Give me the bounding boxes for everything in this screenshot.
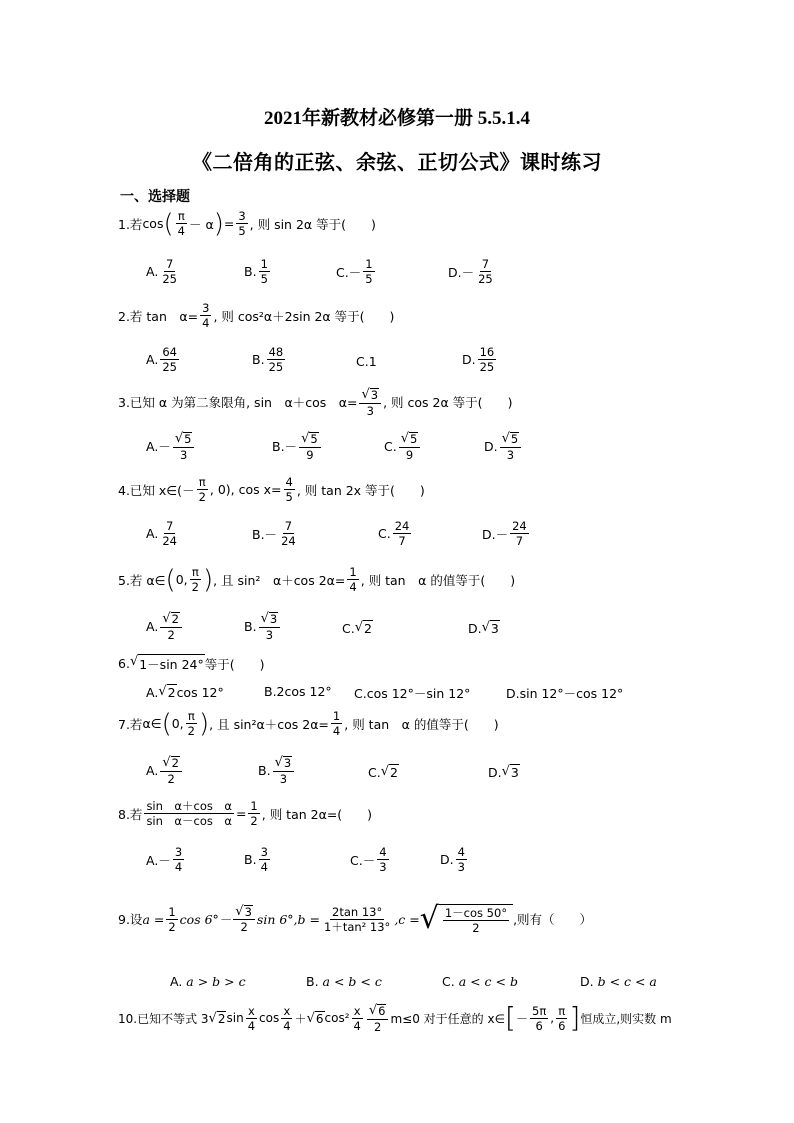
q9-c-eq: ,c = xyxy=(394,911,420,927)
q1-option-d: D.－ $\frac{7}{25}$ xyxy=(448,257,493,287)
q1-pi-over-4: $\frac{\pi}{4}$ xyxy=(177,209,185,239)
q7-option-b: B. √ 3 3 xyxy=(258,756,296,785)
q7-suffix: , 则 tan α 的值等于( ) xyxy=(344,716,499,732)
q8-eq: = xyxy=(235,806,247,822)
q10-root6-over-2: √ 6 2 xyxy=(367,1004,389,1033)
q2-suffix: , 则 cos²α＋2sin 2α 等于( ) xyxy=(213,308,395,324)
q9-a-eq: a = xyxy=(142,911,165,927)
q7-in: ∈ xyxy=(150,716,162,732)
q1-option-c: C.－ $\frac{1}{5}$ xyxy=(336,257,373,287)
q4-option-b: B.－ $\frac{7}{24}$ xyxy=(252,519,296,549)
question-5 xyxy=(118,566,515,593)
q9-option-c: C. a < c < b xyxy=(442,974,518,989)
q2-option-d: D. $\frac{16}{25}$ xyxy=(462,345,495,375)
q10-comma: , xyxy=(550,1011,555,1026)
q8-suffix: , 则 tan 2α=( ) xyxy=(261,806,373,822)
q9-b-fraction: $\frac{2\tan 13^\circ}{\text{1＋tan² 13°}}$ xyxy=(324,904,391,934)
question-3 xyxy=(118,388,512,417)
q5-option-a: A. √ 2 2 xyxy=(146,612,184,641)
q7-zero: 0, xyxy=(171,716,184,732)
document-subtitle: 《二倍角的正弦、余弦、正切公式》课时练习 xyxy=(192,152,602,174)
q1-right-paren: ) xyxy=(213,208,224,239)
q1-option-a: A. $\frac{7}{25}$ xyxy=(146,257,177,287)
q10-pi-over-6: $\frac{\pi}{6}$ xyxy=(558,1003,566,1033)
q1-three-fifths: $\frac{3}{5}$ xyxy=(238,209,246,239)
question-9 xyxy=(118,901,593,936)
question-2 xyxy=(118,302,394,329)
q9-c-radical: √ $\frac{1-\cos 50^\circ}{2}$ xyxy=(420,904,513,934)
q8-option-c: C.－ $\frac{4}{3}$ xyxy=(350,845,387,875)
q7-alpha: α xyxy=(142,716,151,732)
q10-left-bracket: [ xyxy=(505,1001,516,1035)
q7-prefix: 7.若 xyxy=(118,716,143,732)
q2-option-b: B. $\frac{48}{25}$ xyxy=(252,345,284,375)
q1-eq: = xyxy=(223,216,235,232)
q3-option-c: C. √ 5 9 xyxy=(384,432,422,461)
q4-four-fifths: $\frac{4}{5}$ xyxy=(285,475,293,505)
q5-option-d: D. √ 3 xyxy=(468,620,499,636)
q10-cos: cos xyxy=(259,1011,280,1026)
q5-pi-over-2: $\frac{\pi}{2}$ xyxy=(191,565,199,595)
q7-left-paren: ( xyxy=(161,708,172,739)
q10-x-over-4-a: $\frac{x}{4}$ xyxy=(247,1003,256,1033)
q8-prefix: 8.若 xyxy=(118,806,143,822)
q10-root2: √ 2 xyxy=(208,1010,226,1026)
q6-option-c: C.cos 12°－sin 12° xyxy=(354,686,471,701)
q1-suffix: , 则 sin 2α 等于( ) xyxy=(249,216,376,232)
q9-b-eq: b = xyxy=(297,911,320,927)
q8-one-half: $\frac{1}{2}$ xyxy=(250,799,258,829)
q4-option-d: D.－ $\frac{24}{7}$ xyxy=(482,519,527,549)
q10-right-bracket: ] xyxy=(569,1001,581,1035)
q9-sin6: sin 6°, xyxy=(256,911,298,927)
q2-prefix: 2.若 tan α= xyxy=(118,308,199,324)
q10-x-over-4-c: $\frac{x}{4}$ xyxy=(353,1003,361,1033)
q6-radical: √ 1－sin 24° xyxy=(129,654,204,672)
q1-option-b: B. $\frac{1}{5}$ xyxy=(244,257,268,287)
q10-sin: sin xyxy=(226,1011,244,1026)
q4-mid: , 0), cos x= xyxy=(209,482,282,498)
q9-prefix: 9.设 xyxy=(118,912,143,928)
q6-prefix: 6. xyxy=(118,656,130,671)
question-7 xyxy=(118,710,499,737)
q10-prefix: 10.已知不等式 3 xyxy=(118,1011,209,1026)
q5-right-paren: ) xyxy=(202,564,214,595)
question-1 xyxy=(118,210,376,237)
q5-prefix: 5.若 α∈ xyxy=(118,572,166,588)
document-title: 2021年新教材必修第一册 5.5.1.4 xyxy=(263,108,530,129)
q6-option-d: D.sin 12°－cos 12° xyxy=(506,686,624,701)
q4-option-c: C. $\frac{24}{7}$ xyxy=(378,519,410,549)
q8-option-a: A.－ $\frac{3}{4}$ xyxy=(146,845,183,875)
q10-plus: ＋ xyxy=(294,1011,307,1026)
q9-option-a: A. a > b > c xyxy=(170,974,246,989)
q4-prefix: 4.已知 x∈(－ xyxy=(118,482,195,498)
q3-root3-over-3: √ 3 3 xyxy=(359,388,381,417)
q9-root3-over-2: √ 3 2 xyxy=(233,905,255,934)
q3-option-b: B.－ √ 5 9 xyxy=(272,432,323,461)
q3-option-a: A.－ √ 5 3 xyxy=(146,432,196,461)
q7-right-paren: ) xyxy=(199,708,210,739)
q6-suffix: 等于( ) xyxy=(204,656,265,672)
q5-left-paren: ( xyxy=(165,564,176,595)
question-8 xyxy=(118,800,372,827)
q8-option-d: D. $\frac{4}{3}$ xyxy=(440,845,465,875)
q2-option-c: C.1 xyxy=(356,354,377,369)
q10-x-over-4-b: $\frac{x}{4}$ xyxy=(283,1003,291,1033)
q5-zero: 0, xyxy=(175,572,188,588)
q3-suffix: , 则 cos 2α 等于( ) xyxy=(383,395,513,411)
q3-option-d: D. √ 5 3 xyxy=(484,432,523,461)
q4-option-a: A. $\frac{7}{24}$ xyxy=(146,519,177,549)
q7-one-quarter: $\frac{1}{4}$ xyxy=(332,709,341,739)
q10-cos2: cos² xyxy=(324,1011,350,1026)
q2-option-a: A. $\frac{64}{25}$ xyxy=(146,345,177,375)
q10-condition: m≤0 对于任意的 x∈ xyxy=(390,1011,506,1026)
q3-prefix: 3.已知 α 为第二象限角, sin α＋cos α= xyxy=(118,395,358,411)
q8-option-b: B. $\frac{3}{4}$ xyxy=(244,845,268,875)
q9-cos6: cos 6°－ xyxy=(179,912,232,928)
q10-root6: √ 6 xyxy=(306,1010,324,1026)
q7-option-c: C. √ 2 xyxy=(368,764,398,780)
q5-mid: , 且 sin² α＋cos 2α= xyxy=(213,572,346,588)
q7-option-a: A. √ 2 2 xyxy=(146,756,184,785)
question-10 xyxy=(118,1001,672,1035)
q4-pi-over-2: $\frac{\pi}{2}$ xyxy=(198,475,206,505)
q7-option-d: D. √ 3 xyxy=(488,764,519,780)
q9-suffix: ,则有（ ） xyxy=(513,912,593,928)
question-6 xyxy=(118,654,265,673)
q2-three-quarters: $\frac{3}{4}$ xyxy=(202,301,210,331)
q8-ratio: $\frac{\text{sin α＋cos α}}{\text{sin α－cos α}}$ xyxy=(146,799,232,829)
question-4 xyxy=(118,476,425,503)
q9-one-half: $\frac{1}{2}$ xyxy=(168,904,176,934)
q7-pi-over-2: $\frac{\pi}{2}$ xyxy=(187,709,195,739)
q5-one-quarter: $\frac{1}{4}$ xyxy=(349,565,357,595)
q1-minus-alpha: － α xyxy=(188,216,214,232)
q10-neg: － xyxy=(515,1011,528,1026)
q7-mid: , 且 sin²α＋cos 2α= xyxy=(209,716,329,732)
q1-left-paren: ( xyxy=(163,208,174,239)
q10-suffix: 恒成立,则实数 m xyxy=(580,1011,672,1026)
section-heading: 一、选择题 xyxy=(120,189,190,205)
q10-5pi-over-6: $\frac{5\pi}{6}$ xyxy=(532,1003,547,1033)
q4-suffix: , 则 tan 2x 等于( ) xyxy=(296,482,425,498)
q9-option-b: B. a < b < c xyxy=(306,974,382,989)
q5-suffix: , 则 tan α 的值等于( ) xyxy=(360,572,516,588)
q5-option-b: B. √ 3 3 xyxy=(244,612,282,641)
q1-prefix: 1.若 xyxy=(118,216,143,232)
q1-cos: cos xyxy=(142,216,164,232)
q9-option-d: D. b < c < a xyxy=(580,974,657,989)
q6-option-b: B.2cos 12° xyxy=(264,684,332,699)
q5-option-c: C. √ 2 xyxy=(342,620,372,636)
q6-option-a: A. √ 2 cos 12° xyxy=(146,684,224,700)
